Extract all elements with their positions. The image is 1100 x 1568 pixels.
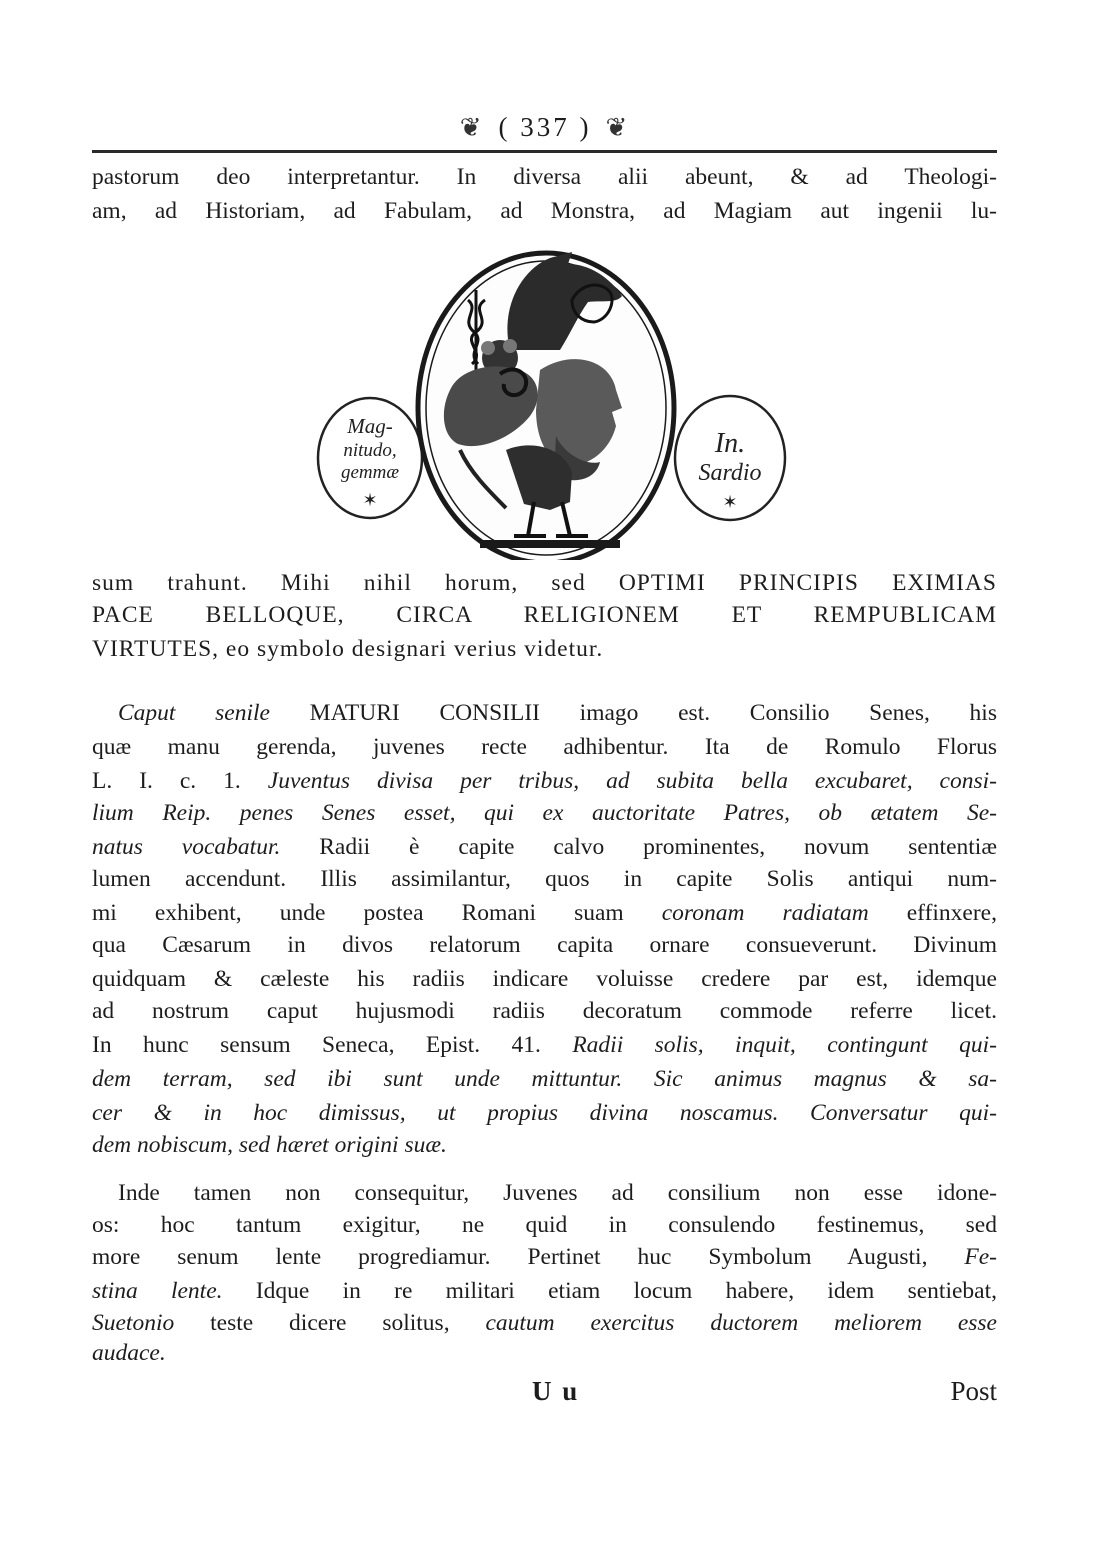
italic-run: cautum exercitus ductorem meliorem esse <box>485 1310 997 1336</box>
text-run: In hunc sensum Seneca, Epist. 41. <box>92 1032 573 1058</box>
right-seal <box>675 396 785 520</box>
text-line: qua Cæsarum in divos relatorum capita ornare consueverunt. Divinum <box>92 932 997 958</box>
gem-engraving-figure <box>310 240 790 560</box>
text-line: sum trahunt. Mihi nihil horum, sed OPTIMI PRINCIPIS EXIMIAS <box>92 570 997 596</box>
italic-run: Juventus divisa per tribus, ad subita bella excubaret, consi- <box>267 768 997 794</box>
left-seal-line: nitudo, <box>343 440 397 461</box>
left-seal-line: gemmæ <box>340 462 400 483</box>
header-rule <box>92 150 997 153</box>
text-line: audace. <box>92 1340 166 1366</box>
text-run: effinxere, <box>868 900 997 926</box>
text-line: am, ad Historiam, ad Fabulam, ad Monstra, ad Magiam aut ingenii lu- <box>92 198 997 224</box>
fleuron-left-icon: ❦ <box>459 113 485 142</box>
italic-run: natus vocabatur. <box>92 834 281 860</box>
catchword: Post <box>950 1376 997 1406</box>
text-line <box>92 1240 997 1274</box>
star-icon: ✶ <box>362 490 378 511</box>
italic-run: Suetonio <box>92 1310 175 1336</box>
italic-run: Fe- <box>964 1244 997 1270</box>
text-line: lumen accendunt. Illis assimilantur, quos in capite Solis antiqui num- <box>92 866 997 892</box>
page-header <box>400 112 690 143</box>
central-gem <box>418 252 674 560</box>
text-line <box>92 1028 997 1062</box>
right-seal-line: In. <box>714 428 746 459</box>
italic-run: coronam radiatam <box>661 900 869 926</box>
star-icon: ✶ <box>722 492 738 513</box>
text-line: os: hoc tantum exigitur, ne quid in consulendo festinemus, sed <box>92 1212 997 1238</box>
text-line: cer & in hoc dimissus, ut propius divina noscamus. Conversatur qui- <box>92 1100 997 1126</box>
text-line: Inde tamen non consequitur, Juvenes ad consilium non esse idone- <box>118 1180 997 1206</box>
text-run: mi exhibent, unde postea Romani suam <box>92 900 662 926</box>
left-seal <box>318 398 422 518</box>
text-run: L. I. c. 1. <box>92 768 268 794</box>
fleuron-right-icon: ❦ <box>605 113 631 142</box>
text-line: lium Reip. penes Senes esset, qui ex auctoritate Patres, ob ætatem Se- <box>92 800 997 826</box>
page-number: ( 337 ) <box>498 112 592 142</box>
text-line <box>92 896 997 930</box>
text-line: ad nostrum caput hujusmodi radiis decoratum commode referre licet. <box>92 998 997 1024</box>
text-line: quæ manu gerenda, juvenes recte adhibentur. Ita de Romulo Florus <box>92 734 997 760</box>
text-run: Radii è capite calvo prominentes, novum sententiæ <box>280 834 997 860</box>
text-run: teste dicere solitus, <box>174 1310 486 1336</box>
left-seal-line: Mag- <box>347 414 393 438</box>
text-line: PACE BELLOQUE, CIRCA RELIGIONEM ET REMPUBLICAM <box>92 602 997 628</box>
signature-mark: U u <box>532 1376 580 1406</box>
text-line <box>118 696 997 730</box>
italic-run: Caput senile <box>118 700 270 726</box>
text-line: VIRTUTES, eo symbolo designari verius videtur. <box>92 636 604 662</box>
text-line <box>92 830 997 864</box>
page-footer <box>92 1376 997 1416</box>
text-run: Idque in re militari etiam locum habere, idem sentiebat, <box>222 1278 998 1304</box>
text-line: dem nobiscum, sed hæret origini suæ. <box>92 1132 447 1158</box>
text-line: quidquam & cæleste his radiis indicare voluisse credere par est, idemque <box>92 966 997 992</box>
text-line <box>92 1306 997 1340</box>
italic-run: stina lente. <box>92 1278 223 1304</box>
text-line <box>92 764 997 798</box>
italic-run: Radii solis, inquit, contingunt qui- <box>572 1032 997 1058</box>
text-run: more senum lente progrediamur. Pertinet huc Symbolum Augusti, <box>92 1244 965 1270</box>
text-line: dem terram, sed ibi sunt unde mittuntur. Sic animus magnus & sa- <box>92 1066 997 1092</box>
right-seal-line: Sardio <box>698 460 762 486</box>
text-line <box>92 1274 997 1308</box>
text-run: MATURI CONSILII imago est. Consilio Senes, his <box>269 700 997 726</box>
text-line: pastorum deo interpretantur. In diversa alii abeunt, & ad Theologi- <box>92 164 997 190</box>
